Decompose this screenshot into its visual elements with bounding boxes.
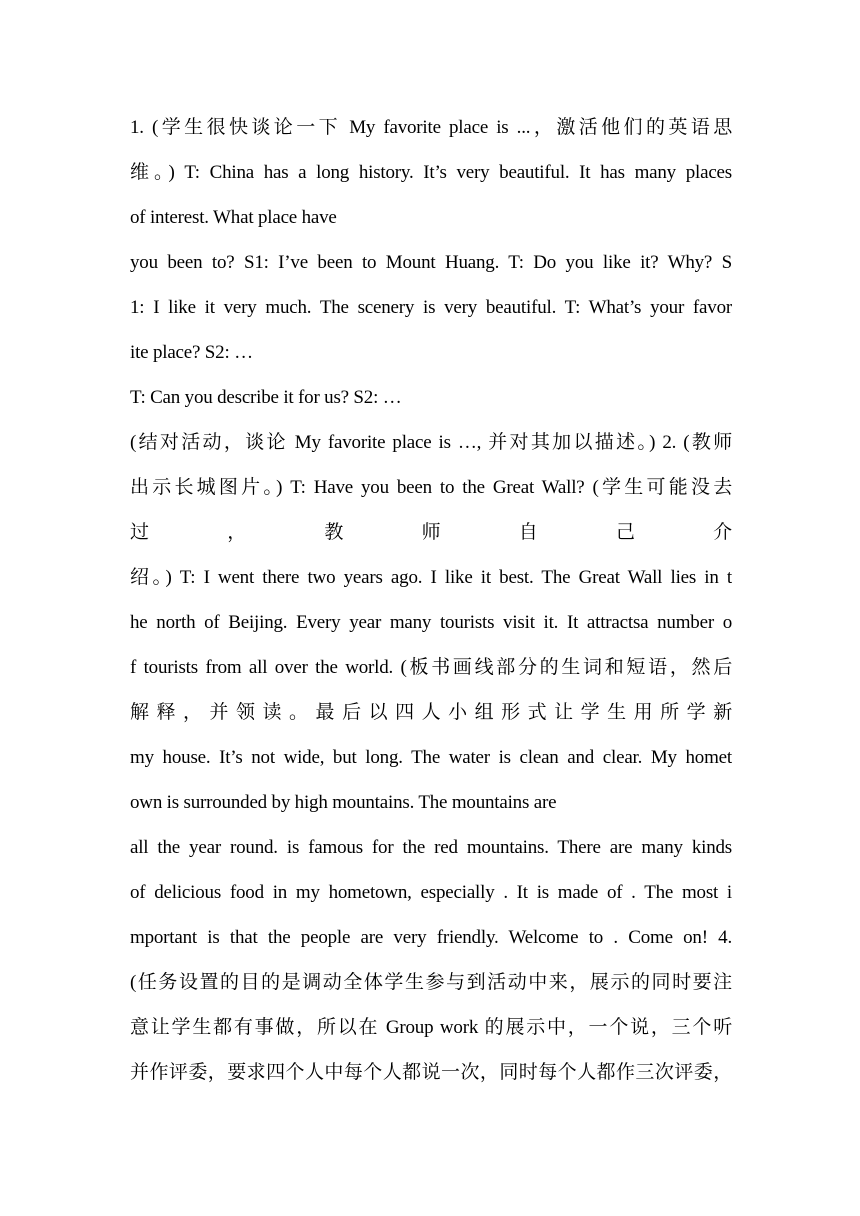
spaced-char: 过: [130, 522, 149, 543]
text-line-14: 解释，并领读。最后以四人小组形式让学生用所学新: [130, 702, 732, 723]
text-line-10: [130, 510, 732, 555]
text-line-22: 并作评委，要求四个人中每个人都说一次，同时每个人都作三次评委，: [130, 1062, 732, 1083]
spaced-char: 介: [713, 522, 732, 543]
text-line-6: ite place? S2: …: [130, 342, 253, 363]
text-line-15: my house. It’s not wide, but long. The water is clean and clear. My homet: [130, 747, 732, 768]
text-line-20: (任务设置的目的是调动全体学生参与到活动中来，展示的同时要注: [130, 972, 732, 993]
text-line-7: T: Can you describe it for us? S2: …: [130, 387, 402, 408]
text-line-21: 意让学生都有事做，所以在 Group work 的展示中，一个说，三个听: [130, 1017, 732, 1038]
text-line-19: mportant is that the people are very friendly. Welcome to . Come on! 4.: [130, 927, 732, 948]
text-line-16: own is surrounded by high mountains. The mountains are: [130, 792, 557, 813]
text-line-11: 绍。) T: I went there two years ago. I like it best. The Great Wall lies in t: [130, 567, 732, 588]
text-line-5: 1: I like it very much. The scenery is very beautiful. T: What’s your favor: [130, 297, 732, 318]
spaced-char: 自: [518, 522, 538, 543]
text-line-17: all the year round. is famous for the red mountains. There are many kinds: [130, 837, 732, 858]
spaced-char: ，: [227, 522, 246, 543]
text-line-13: f tourists from all over the world. (板书画线部分的生词和短语，然后: [130, 657, 732, 678]
text-line-3: of interest. What place have: [130, 207, 337, 228]
text-line-1: 1. (学生很快谈论一下 My favorite place is ...，激活他们的英语思: [130, 117, 732, 138]
spaced-char: 教: [324, 522, 344, 543]
text-line-4: you been to? S1: I’ve been to Mount Huang. T: Do you like it? Why? S: [130, 252, 732, 273]
spaced-char: 己: [615, 522, 635, 543]
text-line-2: 维。) T: China has a long history. It’s very beautiful. It has many places: [130, 162, 732, 183]
text-line-12: he north of Beijing. Every year many tourists visit it. It attractsa number o: [130, 612, 732, 633]
text-line-18: of delicious food in my hometown, especially . It is made of . The most i: [130, 882, 732, 903]
spaced-char: 师: [421, 522, 441, 543]
document-body: [130, 105, 732, 1095]
text-line-9: 出示长城图片。) T: Have you been to the Great Wall? (学生可能没去: [130, 477, 732, 498]
text-line-8: (结对活动，谈论 My favorite place is …, 并对其加以描述。) 2. (教师: [130, 432, 732, 453]
